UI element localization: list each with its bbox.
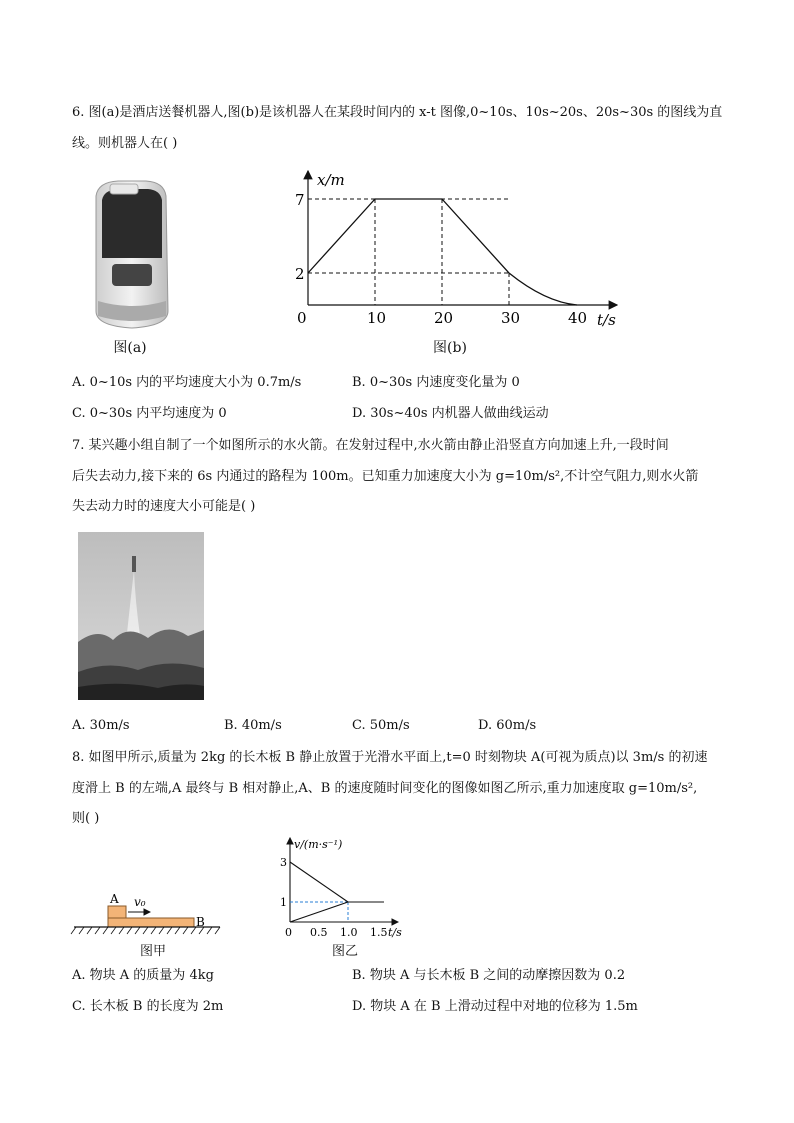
q6-caption-a: 图(a) — [113, 340, 147, 356]
vt-y-axis-label: v/(m·s⁻¹) — [294, 838, 343, 851]
y-tick-7: 7 — [295, 191, 305, 209]
board-b — [108, 918, 194, 927]
q7-option-b[interactable]: B. 40m/s — [224, 718, 282, 733]
label-v0: v₀ — [134, 895, 146, 909]
q6-option-c[interactable]: C. 0~30s 内平均速度为 0 — [72, 406, 227, 421]
q7-option-d[interactable]: D. 60m/s — [478, 718, 537, 733]
label-a: A — [110, 892, 119, 906]
x-tick-20: 20 — [434, 309, 454, 327]
q8-vt-graph — [276, 832, 416, 942]
q6-caption-b: 图(b) — [433, 340, 467, 356]
vt-x-tick-0-5: 0.5 — [310, 926, 328, 939]
q8-caption-jia: 图甲 — [139, 944, 166, 959]
q8-option-a[interactable]: A. 物块 A 的质量为 4kg — [72, 968, 214, 983]
vt-y-tick-3: 3 — [280, 856, 287, 869]
q7-stem-line1: 7. 某兴趣小组自制了一个如图所示的水火箭。在发射过程中,水火箭由静止沿竖直方向加速上升,一段时间 — [72, 438, 669, 453]
x-tick-10: 10 — [367, 309, 387, 327]
x-axis-label: t/s — [597, 311, 616, 329]
vt-line-b — [290, 902, 348, 922]
y-axis-label: x/m — [317, 171, 345, 189]
q6-option-b[interactable]: B. 0~30s 内速度变化量为 0 — [352, 375, 520, 390]
q7-stem-line2: 后失去动力,接下来的 6s 内通过的路程为 100m。已知重力加速度大小为 g=10m/s²,不计空气阻力,则水火箭 — [72, 469, 699, 484]
q8-stem-line1: 8. 如图甲所示,质量为 2kg 的长木板 B 静止放置于光滑水平面上,t=0 时刻物块 A(可视为质点)以 3m/s 的初速 — [72, 750, 708, 765]
x-tick-0: 0 — [297, 309, 307, 327]
q8-option-d[interactable]: D. 物块 A 在 B 上滑动过程中对地的位移为 1.5m — [352, 999, 638, 1014]
q8-stem-line3: 则( ) — [72, 811, 100, 826]
q8-option-c[interactable]: C. 长木板 B 的长度为 2m — [72, 999, 224, 1014]
q6-stem-line1: 6. 图(a)是酒店送餐机器人,图(b)是该机器人在某段时间内的 x-t 图像,0~10s、10s~20s、20s~30s 的图线为直 — [72, 105, 723, 120]
water-rocket-photo — [78, 532, 204, 700]
q6-xt-graph — [285, 165, 625, 335]
robot-image — [88, 176, 174, 336]
x-tick-30: 30 — [501, 309, 521, 327]
q8-block-board-figure — [70, 888, 230, 938]
vt-y-tick-1: 1 — [280, 896, 287, 909]
q7-stem-line3: 失去动力时的速度大小可能是( ) — [72, 499, 256, 514]
q6-option-d[interactable]: D. 30s~40s 内机器人做曲线运动 — [352, 406, 549, 421]
vt-line-a — [290, 862, 348, 902]
q8-stem-line2: 度滑上 B 的左端,A 最终与 B 相对静止,A、B 的速度随时间变化的图像如图乙所示,重力加速度取 g=10m/s², — [72, 781, 698, 796]
vt-x-tick-1-0: 1.0 — [340, 926, 358, 939]
vt-x-axis-label: t/s — [388, 926, 402, 939]
vt-x-tick-0: 0 — [285, 926, 292, 939]
q6-option-a[interactable]: A. 0~10s 内的平均速度大小为 0.7m/s — [72, 375, 302, 390]
x-tick-40: 40 — [568, 309, 588, 327]
q7-option-a[interactable]: A. 30m/s — [72, 718, 130, 733]
q6-stem-line2: 线。则机器人在( ) — [72, 136, 178, 151]
q8-option-b[interactable]: B. 物块 A 与长木板 B 之间的动摩擦因数为 0.2 — [352, 968, 626, 983]
label-b: B — [196, 915, 205, 929]
q7-option-c[interactable]: C. 50m/s — [352, 718, 410, 733]
vt-x-tick-1-5: 1.5 — [370, 926, 388, 939]
q8-caption-yi: 图乙 — [331, 944, 358, 959]
y-tick-2: 2 — [295, 265, 305, 283]
block-a — [108, 906, 126, 918]
